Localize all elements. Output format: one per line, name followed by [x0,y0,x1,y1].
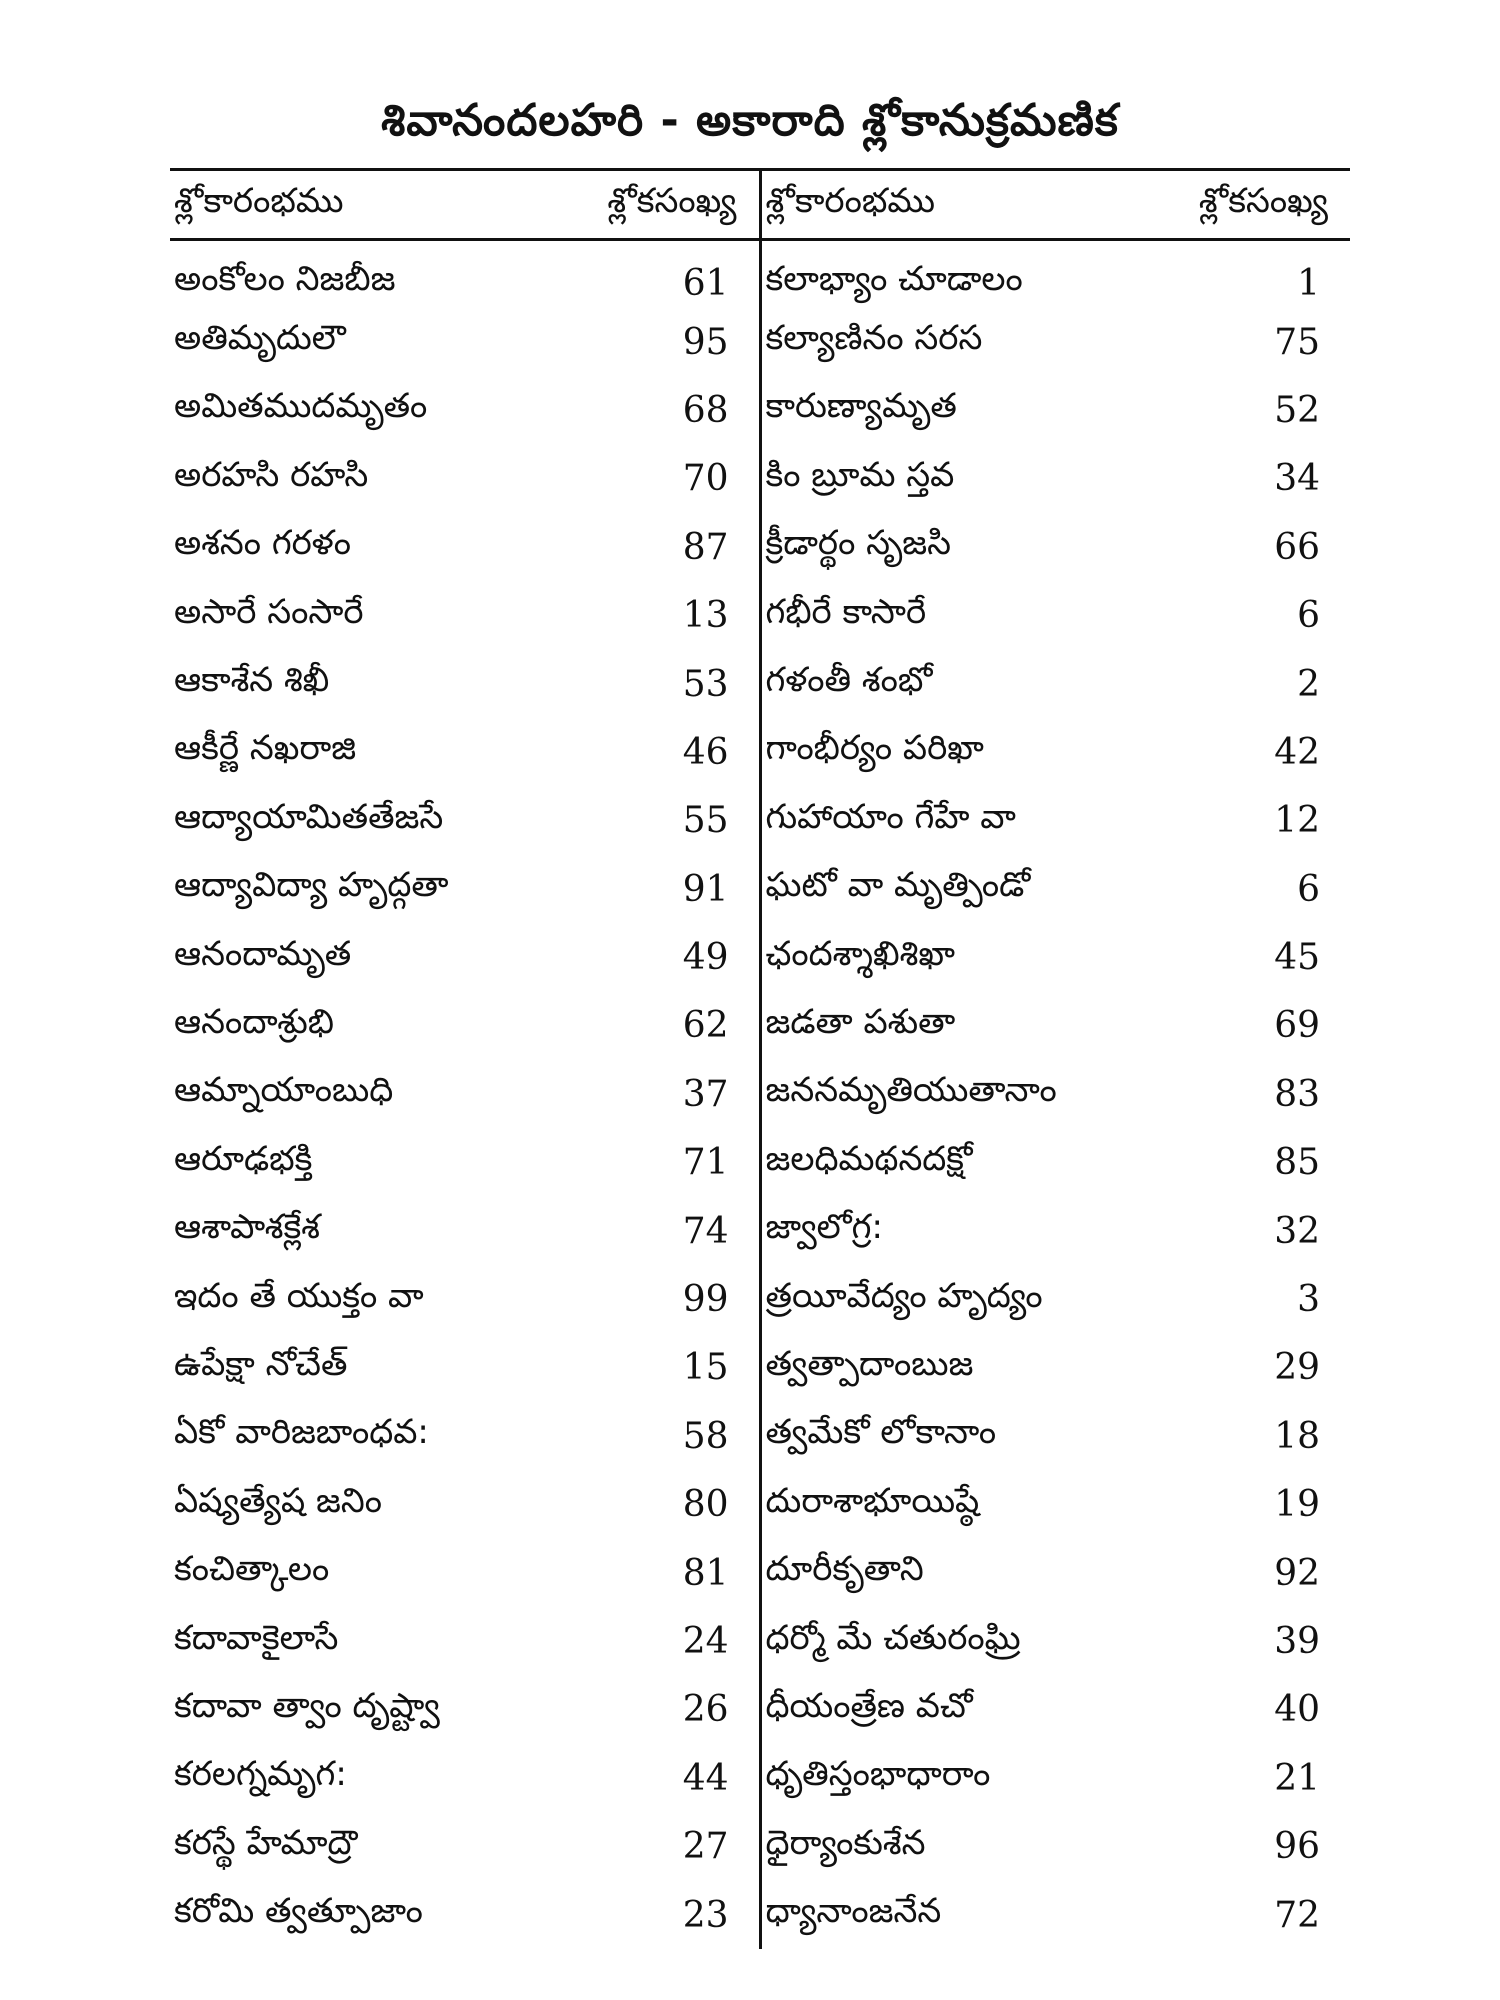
verse-number-left: 23 [560,1881,760,1949]
verse-number-right: 6 [1297,868,1320,910]
verse-start-left: అరహసి రహసి [174,454,369,495]
verse-start-left: ఆనందాశ్రుభి [174,1001,334,1042]
table-row [170,308,1350,376]
verse-start-left: ఆకీర్ణే నఖరాజి [174,728,357,769]
verse-number-right: 85 [1274,1142,1320,1184]
verse-start-left: అమితముదమృతం [174,386,428,427]
verse-number-left: 55 [560,787,760,855]
verse-number-left: 46 [560,718,760,786]
verse-start-left: కదావా త్వాం దృష్ట్వా [174,1685,440,1726]
header-verse-start-right: శ్లోకారంభము [760,170,1150,240]
verse-start-left: ఏకో వారిజబాంధవ: [174,1412,429,1453]
verse-start-left: ఉపేక్షా నోచేత్ [174,1343,348,1384]
verse-start-right: జననమృతియుతానాం [765,1070,1057,1111]
header-verse-number-right: శ్లోకసంఖ్య [1150,170,1350,240]
verse-start-right: ఘటో వా మృత్పిండో [765,865,1031,906]
verse-start-right: క్రీడార్థం సృజసి [765,523,951,564]
table-row [170,1060,1350,1128]
verse-number-left: 49 [560,923,760,991]
verse-number-right: 12 [1274,800,1320,842]
verse-number-left: 61 [560,240,760,308]
table-header-row [170,170,1350,240]
table-row [170,787,1350,855]
table-row [170,1197,1350,1265]
verse-number-right: 19 [1274,1484,1320,1526]
verse-number-right: 21 [1274,1757,1320,1799]
verse-start-right: గళంతీ శంభో [765,660,933,701]
verse-start-right: కిం బ్రూమ స్తవ [765,454,955,495]
verse-start-left: అంకోలం నిజబీజ [174,259,396,300]
header-verse-start-left: శ్లోకారంభము [170,170,560,240]
verse-number-left: 95 [560,308,760,376]
verse-start-left: ఇదం తే యుక్తం వా [174,1275,424,1316]
verse-number-right: 92 [1274,1552,1320,1594]
verse-start-right: త్వత్పాదాంబుజ [765,1343,974,1384]
table-row [170,1129,1350,1197]
verse-number-right: 66 [1274,526,1320,568]
verse-start-left: అశనం గరళం [174,523,351,564]
table-row [170,1744,1350,1812]
page-title: శివానందలహరి - అకారాది శ్లోకానుక్రమణిక [381,95,1119,146]
table-row [170,992,1350,1060]
verse-start-left: ఏష్యత్యేష జనిం [174,1480,383,1521]
table-row [170,581,1350,649]
table-row [170,923,1350,991]
verse-number-right: 52 [1274,389,1320,431]
verse-number-right: 39 [1274,1621,1320,1662]
verse-number-left: 37 [560,1060,760,1128]
verse-number-left: 68 [560,376,760,444]
verse-number-right: 45 [1274,937,1320,979]
verse-start-right: గుహాయాం గేహే వా [765,796,1016,837]
verse-start-right: త్రయీవేద్యం హృద్యం [765,1275,1043,1316]
table-body [170,240,1350,1950]
verse-start-left: కరస్థే హేమాద్రౌ [174,1822,358,1863]
verse-number-right: 40 [1274,1689,1320,1731]
verse-number-right: 3 [1297,1279,1320,1321]
verse-number-left: 15 [560,1334,760,1402]
verse-start-right: ధ్యానాంజనేన [765,1891,942,1932]
table-row [170,855,1350,923]
verse-start-right: ధీయంత్రేణ వచో [765,1685,973,1726]
verse-number-right: 29 [1274,1347,1320,1389]
table-row [170,1265,1350,1333]
verse-number-right: 96 [1274,1826,1320,1868]
verse-start-right: జలధిమథనదక్షో [765,1138,973,1179]
verse-number-left: 80 [560,1471,760,1539]
verse-start-right: ధైర్యాంకుశేన [765,1822,926,1863]
verse-number-right: 18 [1274,1415,1320,1457]
verse-number-left: 87 [560,513,760,581]
verse-start-left: ఆద్యావిద్యా హృద్గతా [174,865,449,906]
verse-number-left: 53 [560,650,760,718]
verse-number-left: 81 [560,1539,760,1607]
verse-number-right: 1 [1297,262,1320,304]
table-row [170,1812,1350,1880]
verse-start-left: ఆద్యాయామితతేజసే [174,796,444,837]
verse-number-right: 32 [1274,1210,1320,1252]
verse-number-left: 91 [560,855,760,923]
verse-start-right: దూరీకృతాని [765,1549,924,1590]
table-row [170,1607,1350,1675]
verse-number-left: 74 [560,1197,760,1265]
verse-number-left: 70 [560,445,760,513]
table-row [170,1676,1350,1744]
verse-start-left: ఆకాశేన శిఖీ [174,660,330,701]
verse-start-right: గభీరే కాసారే [765,591,927,632]
verse-index-table [170,168,1350,1949]
verse-number-right: 34 [1274,458,1320,500]
verse-number-right: 6 [1297,595,1320,637]
verse-start-left: ఆమ్నాయాంబుధి [174,1070,394,1111]
verse-number-right: 72 [1274,1894,1320,1936]
verse-start-right: జడతా పశుతా [765,1001,956,1042]
verse-number-right: 42 [1274,731,1320,773]
verse-number-left: 24 [560,1607,760,1675]
verse-start-left: కరలగ్నమృగ: [174,1754,347,1795]
table-row [170,1402,1350,1470]
verse-number-left: 44 [560,1744,760,1812]
verse-number-left: 71 [560,1129,760,1197]
verse-start-right: గాంభీర్యం పరిఖా [765,728,984,769]
table-row [170,1881,1350,1949]
verse-number-right: 83 [1274,1073,1320,1115]
verse-start-left: ఆశాపాశక్లేశ [174,1207,320,1248]
verse-start-left: కంచిత్కాలం [174,1549,330,1590]
verse-start-left: కరోమి త్వత్పూజాం [174,1891,423,1932]
verse-start-right: ధృతిస్తంభాధారాం [765,1754,991,1795]
table-row [170,376,1350,444]
table-row [170,445,1350,513]
verse-number-right: 2 [1297,663,1320,705]
table-row [170,513,1350,581]
verse-start-right: కారుణ్యామృత [765,386,957,427]
verse-start-left: ఆనందామృత [174,933,352,974]
verse-start-left: అతిమృదులౌ [174,318,346,359]
verse-number-right: 75 [1274,321,1320,363]
table-row [170,1539,1350,1607]
verse-number-right: 69 [1274,1005,1320,1047]
verse-number-left: 13 [560,581,760,649]
header-verse-number-left: శ్లోకసంఖ్య [560,170,760,240]
verse-start-right: దురాశాభూయిష్ఠే [765,1480,980,1521]
verse-number-left: 58 [560,1402,760,1470]
table-row [170,1471,1350,1539]
verse-start-left: కదావాకైలాసే [174,1617,339,1658]
verse-number-left: 62 [560,992,760,1060]
verse-start-right: ఛందశ్శాఖిశిఖా [765,933,955,974]
table-row [170,240,1350,308]
verse-start-right: జ్వాలోగ్ర: [765,1207,883,1248]
verse-number-left: 27 [560,1812,760,1880]
verse-start-right: ధర్మో మే చతురంఘ్రి [765,1617,1021,1658]
table-row [170,718,1350,786]
table-row [170,1334,1350,1402]
verse-start-right: కలాభ్యాం చూడాలం [765,259,1023,300]
verse-number-left: 26 [560,1676,760,1744]
verse-start-left: అసారే సంసారే [174,591,364,632]
verse-start-right: త్వమేకో లోకానాం [765,1412,997,1453]
verse-start-right: కల్యాణినం సరస [765,318,983,359]
verse-number-left: 99 [560,1265,760,1333]
verse-start-left: ఆరూఢభక్తి [174,1138,313,1179]
table-row [170,650,1350,718]
